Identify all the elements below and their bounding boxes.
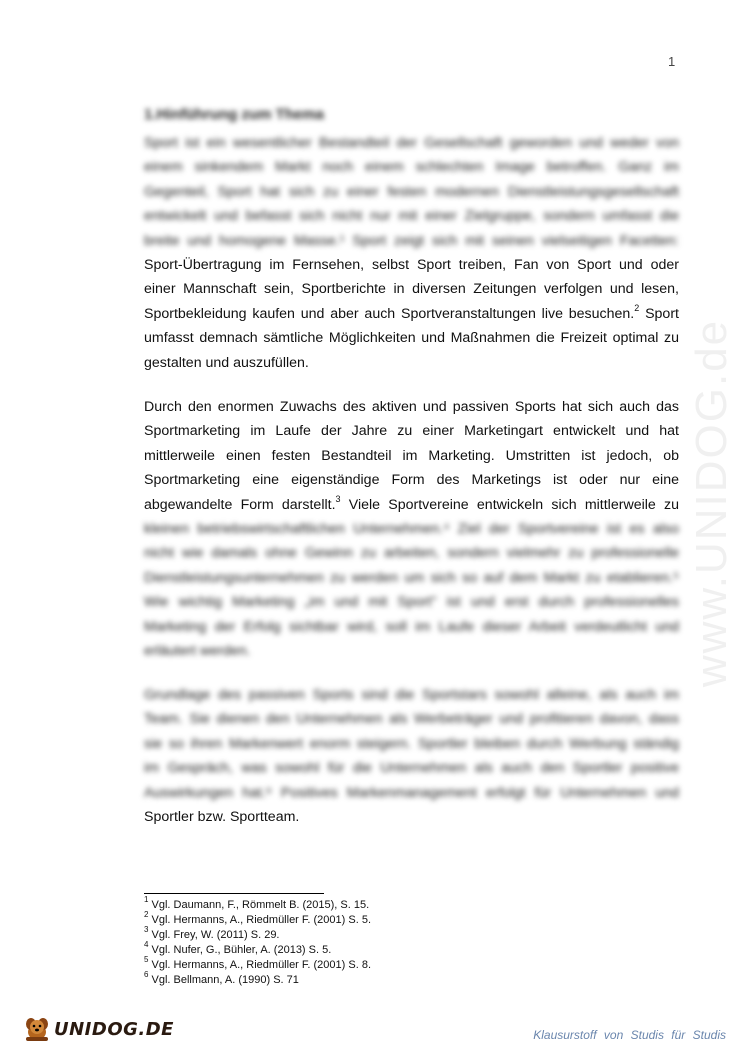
text-line: Sportmarketing eine eigenständige Form des Marketings ist oder nur eine	[144, 472, 679, 489]
text-fragment: Viele Sportvereine entwickeln sich mittlerweile zu	[340, 496, 679, 513]
footnote-text: Vgl. Hermanns, A., Riedmüller F. (2001) S. 5.	[151, 914, 371, 926]
text-line: umfasst demnach sämtliche Möglichkeiten und Maßnahmen die Freizeit optimal zu	[144, 330, 679, 347]
paragraph-3	[144, 683, 679, 829]
text-line: sie so ihren Markenwert enorm steigern. Sportler bleiben durch Werbung ständig	[144, 735, 679, 752]
text-line: Wie wichtig Marketing „im und mit Sport" ist und erst durch professionelles	[144, 594, 679, 611]
page-number: 1	[668, 54, 676, 69]
footnote-number: 6	[144, 970, 149, 980]
text-line: breite und homogene Masse.¹ Sport zeigt sich mit seinen vielseitigen Facetten:	[144, 232, 679, 249]
footnote-text: Vgl. Hermanns, A., Riedmüller F. (2001) S. 8.	[151, 959, 371, 971]
paragraph-2	[144, 395, 679, 663]
text-line: Marketing der Erfolg sichtbar wird, soll im Laufe dieser Arbeit verdeutlicht und	[144, 618, 679, 635]
footnote-text: Vgl. Bellmann, A. (1990) S. 71	[151, 974, 299, 986]
footnote-number: 1	[144, 895, 149, 905]
text-line: Auswirkungen hat.⁶ Positives Markenmanagement erfolgt für Unternehmen und	[144, 784, 679, 801]
text-line: im Gespräch, was sowohl für die Unternehmen als auch den Sportler positive	[144, 760, 679, 777]
text-line: gestalten und auszufüllen.	[144, 354, 309, 371]
text-line	[144, 302, 679, 326]
text-line: Sportmarketing im Laufe der Jahre zu einer Marketingart entwickelt und hat	[144, 423, 679, 440]
text-line: nicht wie damals ohne Gewinn zu arbeiten, sondern vielmehr zu professionelle	[144, 545, 679, 562]
unidog-logo[interactable]	[22, 1015, 174, 1043]
footnote	[144, 895, 371, 913]
text-fragment: Sportbekleidung kaufen und aber auch Sportveranstaltungen live besuchen.	[144, 305, 635, 322]
text-line: Sport ist ein wesentlicher Bestandteil der Gesellschaft geworden und weder von	[144, 135, 679, 151]
watermark	[687, 283, 737, 723]
text-line: Dienstleistungsunternehmen zu werden um sich so auf dem Markt zu etablieren.⁵	[144, 569, 679, 586]
text-line: einer Mannschaft sein, Sportberichte in diversen Zeitungen verfolgen und lesen,	[144, 281, 679, 298]
footnote-text: Vgl. Daumann, F., Römmelt B. (2015), S. 15.	[151, 899, 370, 911]
footnotes	[144, 895, 371, 988]
footnote-number: 4	[144, 940, 149, 950]
dog-mascot-icon	[22, 1015, 52, 1043]
footnote-text: Vgl. Frey, W. (2011) S. 29.	[151, 929, 280, 941]
text-line: erläutert werden.	[144, 643, 251, 660]
footnote-ref: 2	[634, 303, 640, 314]
footnote-divider	[144, 893, 324, 894]
text-line: Durch den enormen Zuwachs des aktiven und passiven Sports hat sich auch das	[144, 399, 679, 415]
text-line: kleinen betriebswirtschaftlichen Unternehmen.⁴ Ziel der Sportvereine ist es also	[144, 521, 679, 538]
text-line: mittlerweile einen festen Bestandteil im Marketing. Umstritten ist jedoch, ob	[144, 447, 679, 464]
text-fragment: Sport	[639, 305, 679, 322]
blurred-text-block	[144, 683, 679, 805]
text-line: einem sinkendem Markt noch einem schlechten Image betroffen. Ganz im	[144, 159, 679, 176]
footnote	[144, 910, 371, 928]
section-heading: 1.Hinführung zum Thema	[144, 106, 324, 123]
text-line: entwickelt und befasst sich nicht nur mit einer Zielgruppe, sondern umfasst die	[144, 208, 679, 225]
footnote	[144, 940, 371, 958]
footnote	[144, 925, 371, 943]
logo-text: UNIDOG.DE	[54, 1018, 174, 1040]
footnote-number: 3	[144, 925, 149, 935]
blurred-text-block	[144, 131, 679, 253]
footnote-ref: 3	[335, 493, 341, 504]
footnote	[144, 970, 371, 988]
footnote	[144, 955, 371, 973]
text-line: Sport-Übertragung im Fernsehen, selbst Sport treiben, Fan von Sport und oder	[144, 257, 679, 274]
footnote-text: Vgl. Nufer, G., Bühler, A. (2013) S. 5.	[151, 944, 332, 956]
watermark-text: www.UNIDOG.de	[687, 318, 737, 688]
text-line	[144, 493, 679, 517]
footnote-number: 2	[144, 910, 149, 920]
tagline: Klausurstoff von Studis für Studis	[533, 1028, 726, 1042]
text-line: Sportler bzw. Sportteam.	[144, 809, 300, 826]
text-line: Team. Sie dienen den Unternehmen als Werbeträger und profitieren davon, dass	[144, 711, 679, 728]
text-line: Gegenteil, Sport hat sich zu einer festen modernen Dienstleistungsgesellschaft	[144, 183, 679, 200]
text-fragment: abgewandelte Form darstellt.	[144, 496, 336, 513]
paragraph-1	[144, 131, 679, 375]
blurred-text-block	[144, 517, 679, 663]
text-line: Grundlage des passiven Sports sind die Sportstars sowohl alleine, als auch im	[144, 687, 679, 703]
footnote-number: 5	[144, 955, 149, 965]
